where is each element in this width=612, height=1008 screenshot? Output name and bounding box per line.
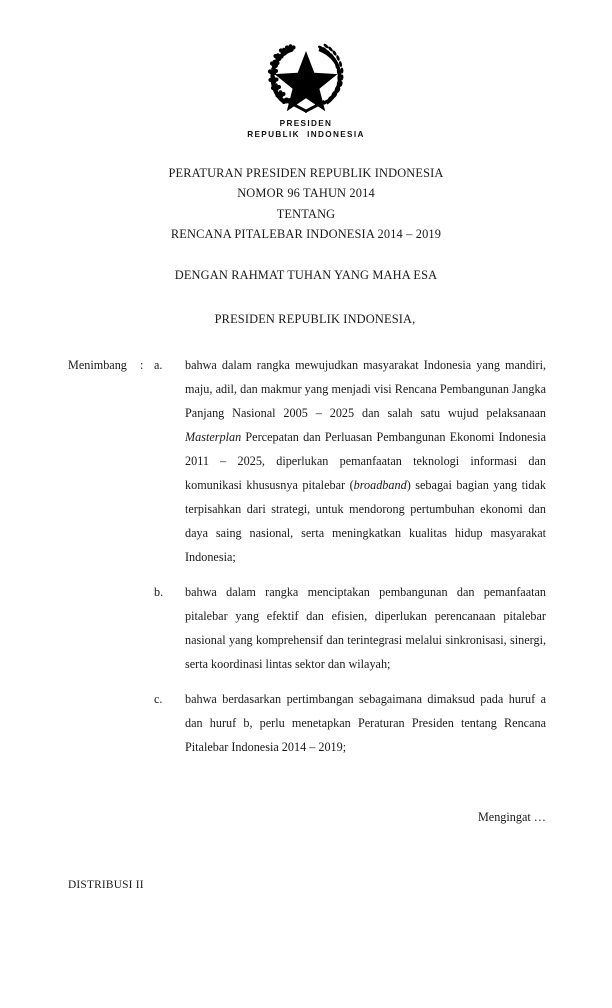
letterhead-caption xyxy=(0,119,612,140)
considerans-item-a xyxy=(68,353,546,569)
considerans-text-b: bahwa dalam rangka menciptakan pembangunan dan pemanfaatan pitalebar yang efektif dan efisien, diperlukan perencanaan pitalebar nasional yang komprehensif dan terintegrasi melalui sinkronisasi, sinergi, serta koordinasi lintas sektor dan wilayah; xyxy=(185,585,546,671)
considerans-a-part1: bahwa dalam rangka mewujudkan masyarakat Indonesia yang mandiri, maju, adil, dan makmur yang menjadi visi Rencana Pembangunan Jangka Panjang Nasional 2005 – 2025 dan salah satu wujud pelaksanaan xyxy=(185,358,546,420)
list-marker-b: b. xyxy=(154,585,164,599)
considerans-a-italic-broadband: broadband xyxy=(353,478,407,492)
considerans-section xyxy=(68,353,546,759)
considerans-colon: : xyxy=(140,358,144,372)
considerans-text-c: bahwa berdasarkan pertimbangan sebagaimana dimaksud pada huruf a dan huruf b, perlu menetapkan Peraturan Presiden tentang Rencana Pitalebar Indonesia 2014 – 2019; xyxy=(185,692,546,754)
letterhead-caption-line-2: REPUBLIK INDONESIA xyxy=(247,129,365,139)
considerans-item-b xyxy=(68,580,546,676)
list-marker-c: c. xyxy=(154,692,163,706)
considerans-text-a xyxy=(185,353,546,569)
indonesia-presidential-seal-icon xyxy=(262,36,350,116)
document-title-block xyxy=(0,163,612,245)
blessing-heading: DENGAN RAHMAT TUHAN YANG MAHA ESA xyxy=(174,268,438,282)
considerans-label: Menimbang xyxy=(68,358,127,372)
distribution-stamp: DISTRIBUSI II xyxy=(68,879,144,891)
title-line-regulation: PERATURAN PRESIDEN REPUBLIK INDONESIA xyxy=(168,166,444,180)
title-line-number: NOMOR 96 TAHUN 2014 xyxy=(237,186,375,201)
considerans-item-c xyxy=(68,687,546,759)
title-line-about: TENTANG xyxy=(276,206,336,221)
title-line-subject: RENCANA PITALEBAR INDONESIA 2014 – 2019 xyxy=(170,227,442,242)
list-marker-a: a. xyxy=(154,358,163,372)
letterhead xyxy=(0,36,612,140)
considerans-a-italic-masterplan: Masterplan xyxy=(185,430,242,444)
considerans-a-part2: Percepatan dan Perluasan Pembangunan Ekonomi Indonesia 2011 – 2025, diperlukan pemanfaatan teknologi informasi dan komunikasi khususnya pitalebar ( xyxy=(185,430,546,492)
continuation-marker: Mengingat … xyxy=(477,810,546,824)
letterhead-caption-line-1: PRESIDEN xyxy=(279,119,333,128)
issuer-heading: PRESIDEN REPUBLIK INDONESIA, xyxy=(214,312,416,326)
considerans-a-part3: ) sebagai bagian yang tidak terpisahkan dari strategi, untuk mendorong pertumbuhan ekonomi dan daya saing nasional, serta meningkatkan kualitas hidup masyarakat Indonesia; xyxy=(185,478,546,564)
